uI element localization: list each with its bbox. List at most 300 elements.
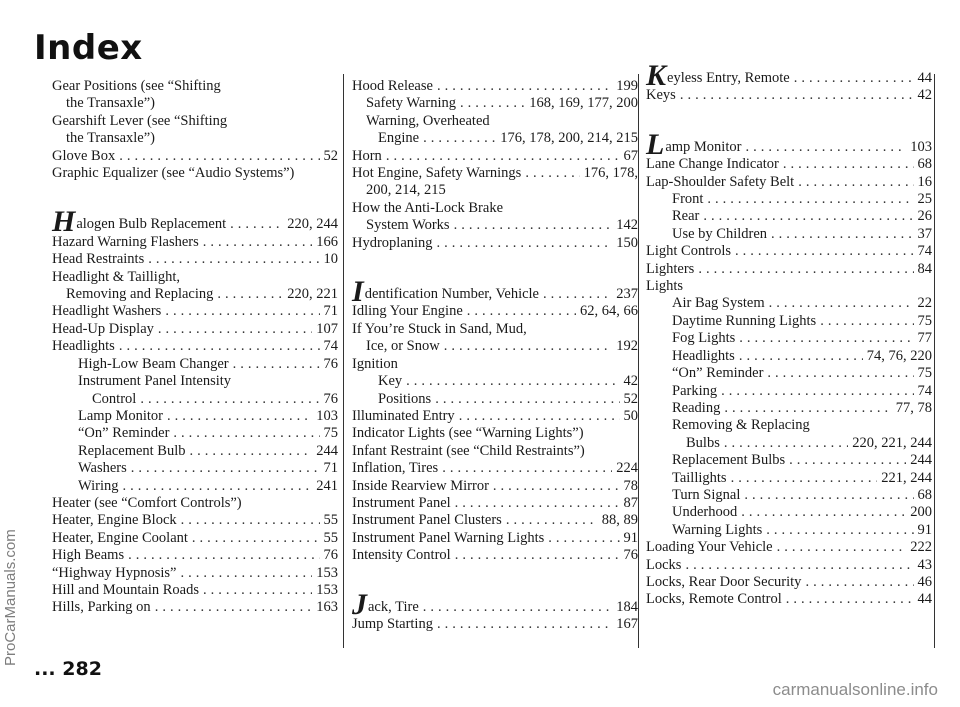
entry-text: Instrument Panel Intensity <box>78 373 232 390</box>
entry-page: 91 <box>917 521 932 538</box>
dot-leader <box>233 356 320 373</box>
dot-leader <box>766 522 913 539</box>
index-entry <box>352 391 638 408</box>
dot-leader <box>437 235 613 252</box>
entry-text: Wiring <box>78 477 119 494</box>
entry-text: Warning, Overheated <box>366 112 490 129</box>
entry-text: Headlights <box>672 347 735 364</box>
index-entry <box>52 321 338 338</box>
entry-text: Hills, Parking on <box>52 599 151 616</box>
entry-page: 75 <box>917 312 932 329</box>
entry-page: 91 <box>623 529 638 546</box>
dot-leader <box>724 435 848 452</box>
entry-page: 220, 221 <box>287 286 338 303</box>
entry-page: 68 <box>917 156 932 173</box>
entry-text: Locks, Rear Door Security <box>646 573 802 590</box>
dot-leader <box>739 348 863 365</box>
entry-page: 199 <box>616 78 638 94</box>
index-column-2 <box>352 78 638 633</box>
index-entry <box>52 234 338 251</box>
entry-text: Inside Rearview Mirror <box>352 477 489 494</box>
section-initial-rest: dentification Number, Vehicle <box>364 286 539 303</box>
index-entry <box>352 200 638 217</box>
entry-page: 176, 178, <box>583 165 638 182</box>
dot-leader <box>783 156 914 173</box>
dot-leader <box>680 87 914 104</box>
index-entry <box>352 165 638 182</box>
index-entry <box>352 182 638 199</box>
index-entry <box>352 408 638 425</box>
dot-leader <box>820 313 913 330</box>
index-entry <box>352 148 638 165</box>
entry-text: Positions <box>378 390 432 407</box>
entry-text: Heater, Engine Block <box>52 512 177 529</box>
index-entry <box>646 295 932 312</box>
entry-page: 16 <box>917 173 932 190</box>
dot-leader <box>789 452 906 469</box>
dot-leader <box>525 165 579 182</box>
entry-page: 10 <box>323 251 338 268</box>
entry-page: 222 <box>910 539 932 556</box>
entry-page: 87 <box>623 494 638 511</box>
entry-page: 192 <box>616 338 638 355</box>
index-entry <box>52 582 338 599</box>
section-initial-rest: ack, Tire <box>368 598 419 615</box>
entry-text: Locks, Remote Control <box>646 591 782 608</box>
dot-leader <box>140 391 319 408</box>
entry-text <box>646 59 790 92</box>
index-entry <box>646 522 932 539</box>
index-entry <box>52 251 338 268</box>
dot-leader <box>548 530 619 547</box>
dot-leader <box>158 321 312 338</box>
index-entry <box>646 191 932 208</box>
dot-leader <box>455 547 620 564</box>
entry-page: 42 <box>623 373 638 390</box>
index-column-3 <box>646 59 932 609</box>
index-entry <box>52 408 338 425</box>
dot-leader <box>203 582 312 599</box>
index-entry <box>352 78 638 95</box>
entry-page: 200 <box>910 504 932 521</box>
dot-leader <box>148 251 319 268</box>
entry-text: Air Bag System <box>672 295 765 312</box>
dot-leader <box>721 383 913 400</box>
section-initial-rest: amp Monitor <box>665 138 742 155</box>
entry-text: Replacement Bulb <box>78 442 186 459</box>
entry-text: Turn Signal <box>672 486 741 503</box>
entry-text: Front <box>672 191 704 208</box>
entry-page: 167 <box>616 615 638 632</box>
entry-page: 44 <box>917 591 932 608</box>
entry-page: 75 <box>323 425 338 442</box>
entry-text: Washers <box>78 460 127 477</box>
index-entry <box>52 512 338 529</box>
entry-text: Key <box>378 373 403 390</box>
index-entry <box>352 303 638 320</box>
index-entry <box>646 591 932 608</box>
entry-page: 166 <box>316 233 338 250</box>
index-entry <box>646 174 932 191</box>
dot-leader <box>444 338 613 355</box>
index-entry <box>52 356 338 373</box>
entry-page: 153 <box>316 564 338 581</box>
section-initial-rest: alogen Bulb Replacement <box>76 216 227 233</box>
index-entry <box>352 616 638 633</box>
dot-leader <box>192 530 320 547</box>
index-entry <box>52 113 338 130</box>
index-entry <box>52 286 338 303</box>
index-entry <box>52 425 338 442</box>
index-entry <box>352 425 638 442</box>
dot-leader <box>805 574 913 591</box>
entry-page: 163 <box>316 599 338 616</box>
entry-text: Heater (see “Comfort Controls”) <box>52 494 242 511</box>
entry-page: 220, 244 <box>287 216 338 233</box>
section-initial-rest: eyless Entry, Remote <box>667 70 790 86</box>
index-entry <box>52 338 338 355</box>
index-entry <box>646 470 932 487</box>
index-entry <box>646 261 932 278</box>
entry-text: Hood Release <box>352 78 433 94</box>
entry-page: 42 <box>917 87 932 104</box>
entry-text: Inflation, Tires <box>352 460 439 477</box>
section-j-entry <box>352 587 638 621</box>
entry-page: 78 <box>623 477 638 494</box>
entry-page: 107 <box>316 320 338 337</box>
dot-leader <box>435 391 619 408</box>
entry-text: Underhood <box>672 504 738 521</box>
entry-text: System Works <box>366 217 450 234</box>
index-entry <box>52 565 338 582</box>
index-entry <box>646 87 932 104</box>
index-entry <box>646 504 932 521</box>
entry-text: “On” Reminder <box>672 365 764 382</box>
entry-text: Removing & Replacing <box>672 417 810 434</box>
entry-text: Use by Children <box>672 225 768 242</box>
dot-leader <box>217 286 283 303</box>
entry-text: Lights <box>646 278 684 295</box>
entry-page: 37 <box>917 225 932 242</box>
entry-text: Lighters <box>646 260 695 277</box>
dot-leader <box>406 373 619 390</box>
column-divider <box>343 74 344 648</box>
entry-text: Locks <box>646 556 682 573</box>
entry-text: Fog Lights <box>672 330 736 347</box>
index-entry <box>352 547 638 564</box>
dot-leader <box>769 295 914 312</box>
index-entry <box>646 365 932 382</box>
dot-leader <box>119 338 320 355</box>
entry-text: If You’re Stuck in Sand, Mud, <box>352 320 527 337</box>
entry-page: 88, 89 <box>601 512 638 529</box>
index-entry <box>352 113 638 130</box>
entry-page: 71 <box>323 460 338 477</box>
section-initial: H <box>52 205 76 239</box>
index-entry <box>646 574 932 591</box>
entry-page: 22 <box>917 295 932 312</box>
section-h-entry <box>52 205 338 239</box>
index-entry <box>52 478 338 495</box>
dot-leader <box>459 408 620 425</box>
entry-text: Bulbs <box>686 434 720 451</box>
entry-text: Heater, Engine Coolant <box>52 529 188 546</box>
entry-text: Glove Box <box>52 147 116 164</box>
index-entry <box>646 330 932 347</box>
dot-leader <box>442 460 612 477</box>
index-entry <box>646 226 932 243</box>
dot-leader <box>190 443 313 460</box>
index-entry <box>52 443 338 460</box>
index-entry <box>646 417 932 434</box>
section-initial: L <box>646 127 665 161</box>
dot-leader <box>741 504 906 521</box>
dot-leader <box>744 487 913 504</box>
entry-page: 176, 178, 200, 214, 215 <box>500 130 638 147</box>
dot-leader <box>460 95 525 112</box>
entry-page: 76 <box>323 390 338 407</box>
entry-page: 25 <box>917 191 932 208</box>
entry-text: “Highway Hypnosis” <box>52 564 177 581</box>
entry-text: Hot Engine, Safety Warnings <box>352 165 522 182</box>
entry-text: Instrument Panel Warning Lights <box>352 529 545 546</box>
entry-page: 55 <box>323 512 338 529</box>
side-watermark: ProCarManuals.com <box>2 529 19 666</box>
dot-leader <box>786 591 914 608</box>
index-entry <box>352 443 638 460</box>
entry-page: 103 <box>316 407 338 424</box>
dot-leader <box>454 217 613 234</box>
index-entry <box>646 487 932 504</box>
entry-text: Hydroplaning <box>352 234 433 251</box>
index-entry <box>52 460 338 477</box>
entry-text: Safety Warning <box>366 95 456 112</box>
index-entry <box>646 348 932 365</box>
entry-page: 241 <box>316 477 338 494</box>
dot-leader <box>173 425 319 442</box>
entry-text: Control <box>92 390 137 407</box>
index-entry <box>52 78 338 95</box>
entry-text: Replacement Bulbs <box>672 452 786 469</box>
section-initial: I <box>352 275 364 309</box>
entry-text: High Beams <box>52 547 125 564</box>
index-entry <box>646 243 932 260</box>
dot-leader <box>180 565 312 582</box>
entry-text: Instrument Panel Clusters <box>352 512 502 529</box>
entry-text <box>352 275 539 309</box>
index-entry <box>352 478 638 495</box>
entry-page: 52 <box>623 390 638 407</box>
index-entry <box>646 539 932 556</box>
entry-page: 55 <box>323 529 338 546</box>
index-entry <box>52 391 338 408</box>
index-entry <box>52 599 338 616</box>
entry-text: Intensity Control <box>352 547 451 564</box>
index-entry <box>646 452 932 469</box>
entry-page: 184 <box>616 598 638 615</box>
entry-text: High-Low Beam Changer <box>78 355 229 372</box>
entry-text: Headlights <box>52 338 115 355</box>
entry-text: Headlight Washers <box>52 303 162 320</box>
dot-leader <box>685 557 913 574</box>
dot-leader <box>703 208 913 225</box>
index-entry <box>646 278 932 295</box>
entry-page: 46 <box>917 573 932 590</box>
index-entry <box>646 400 932 417</box>
section-initial: J <box>352 587 367 621</box>
entry-page: 244 <box>316 442 338 459</box>
index-entry <box>352 495 638 512</box>
section-initial: K <box>646 59 667 92</box>
index-entry <box>52 547 338 564</box>
entry-page: 26 <box>917 208 932 225</box>
entry-text: Warning Lights <box>672 521 763 538</box>
entry-page: 43 <box>917 556 932 573</box>
entry-page: 237 <box>616 286 638 303</box>
index-column-1 <box>52 78 338 617</box>
entry-page: 244 <box>910 452 932 469</box>
index-entry <box>646 156 932 173</box>
entry-text: Instrument Panel <box>352 494 451 511</box>
entry-text: Hazard Warning Flashers <box>52 233 199 250</box>
dot-leader <box>181 512 320 529</box>
entry-page: 153 <box>316 581 338 598</box>
dot-leader <box>437 616 612 633</box>
entry-page: 84 <box>917 260 932 277</box>
dot-leader <box>707 191 913 208</box>
entry-text: 200, 214, 215 <box>366 182 446 199</box>
entry-page: 74, 76, 220 <box>866 347 932 364</box>
dot-leader <box>386 148 620 165</box>
index-entry <box>646 383 932 400</box>
entry-text: Engine <box>378 130 420 147</box>
column-divider <box>638 74 639 648</box>
entry-page: 50 <box>623 407 638 424</box>
index-entry <box>352 338 638 355</box>
dot-leader <box>506 512 598 529</box>
entry-text: Lane Change Indicator <box>646 156 779 173</box>
dot-leader <box>794 70 914 87</box>
index-entry <box>352 95 638 112</box>
entry-text: Light Controls <box>646 243 731 260</box>
entry-page: 44 <box>917 70 932 86</box>
dot-leader <box>423 599 613 616</box>
index-entry <box>52 530 338 547</box>
entry-text <box>52 205 227 239</box>
dot-leader <box>798 174 913 191</box>
entry-text: How the Anti-Lock Brake <box>352 199 504 216</box>
dot-leader <box>455 495 620 512</box>
entry-text: Head Restraints <box>52 251 145 268</box>
entry-text: Rear <box>672 208 700 225</box>
entry-text: Infant Restraint (see “Child Restraints”) <box>352 442 585 459</box>
index-entry <box>52 373 338 390</box>
section-l-entry <box>646 127 932 161</box>
index-entry <box>352 217 638 234</box>
dot-leader <box>123 478 313 495</box>
entry-text: Illuminated Entry <box>352 407 455 424</box>
dot-leader <box>745 139 906 156</box>
section-k-entry <box>646 59 932 92</box>
dot-leader <box>423 130 496 147</box>
entry-text: Taillights <box>672 469 727 486</box>
dot-leader <box>698 261 913 278</box>
entry-page: 221, 244 <box>881 469 932 486</box>
entry-text: Indicator Lights (see “Warning Lights”) <box>352 425 584 442</box>
entry-text: Keys <box>646 87 676 104</box>
dot-leader <box>467 303 576 320</box>
entry-text: Gear Positions (see “Shifting <box>52 78 221 94</box>
entry-text: the Transaxle”) <box>66 95 155 112</box>
page-title: Index <box>34 28 143 68</box>
index-entry <box>352 130 638 147</box>
entry-text: Graphic Equalizer (see “Audio Systems”) <box>52 165 295 182</box>
index-entry <box>646 557 932 574</box>
index-entry <box>352 356 638 373</box>
entry-page: 75 <box>917 365 932 382</box>
entry-text: Head-Up Display <box>52 320 154 337</box>
entry-page: 74 <box>917 243 932 260</box>
entry-text: Hill and Mountain Roads <box>52 581 200 598</box>
dot-leader <box>735 243 914 260</box>
entry-text: Parking <box>672 382 718 399</box>
dot-leader <box>167 408 312 425</box>
entry-text: Removing and Replacing <box>66 286 214 303</box>
index-entry <box>52 95 338 112</box>
entry-text: Headlight & Taillight, <box>52 268 180 285</box>
index-entry <box>352 321 638 338</box>
dot-leader <box>543 286 612 303</box>
column-divider <box>934 74 935 648</box>
entry-text: the Transaxle”) <box>66 130 155 147</box>
index-entry <box>52 148 338 165</box>
index-entry <box>352 373 638 390</box>
entry-text <box>352 587 419 621</box>
index-entry <box>52 303 338 320</box>
entry-page: 62, 64, 66 <box>580 303 638 320</box>
index-entry <box>352 530 638 547</box>
entry-page: 68 <box>917 486 932 503</box>
entry-page: 168, 169, 177, 200 <box>529 95 638 112</box>
entry-text: Horn <box>352 147 382 164</box>
dot-leader <box>731 470 878 487</box>
index-entry <box>352 512 638 529</box>
entry-page: 71 <box>323 303 338 320</box>
dot-leader <box>777 539 907 556</box>
entry-text <box>646 127 742 161</box>
index-entry <box>646 208 932 225</box>
index-entry <box>352 460 638 477</box>
entry-text: Gearshift Lever (see “Shifting <box>52 112 228 129</box>
entry-text: Reading <box>672 399 721 416</box>
entry-text: Lap-Shoulder Safety Belt <box>646 173 795 190</box>
dot-leader <box>155 599 313 616</box>
dot-leader <box>437 78 612 95</box>
entry-text: “On” Reminder <box>78 425 170 442</box>
entry-page: 77 <box>917 330 932 347</box>
entry-page: 150 <box>616 234 638 251</box>
entry-text: Loading Your Vehicle <box>646 539 773 556</box>
entry-page: 67 <box>623 147 638 164</box>
entry-page: 74 <box>917 382 932 399</box>
index-entry <box>52 269 338 286</box>
index-entry <box>52 495 338 512</box>
dot-leader <box>119 148 319 165</box>
dot-leader <box>165 303 319 320</box>
entry-page: 77, 78 <box>895 399 932 416</box>
index-entry <box>52 165 338 182</box>
entry-page: 220, 221, 244 <box>852 434 932 451</box>
